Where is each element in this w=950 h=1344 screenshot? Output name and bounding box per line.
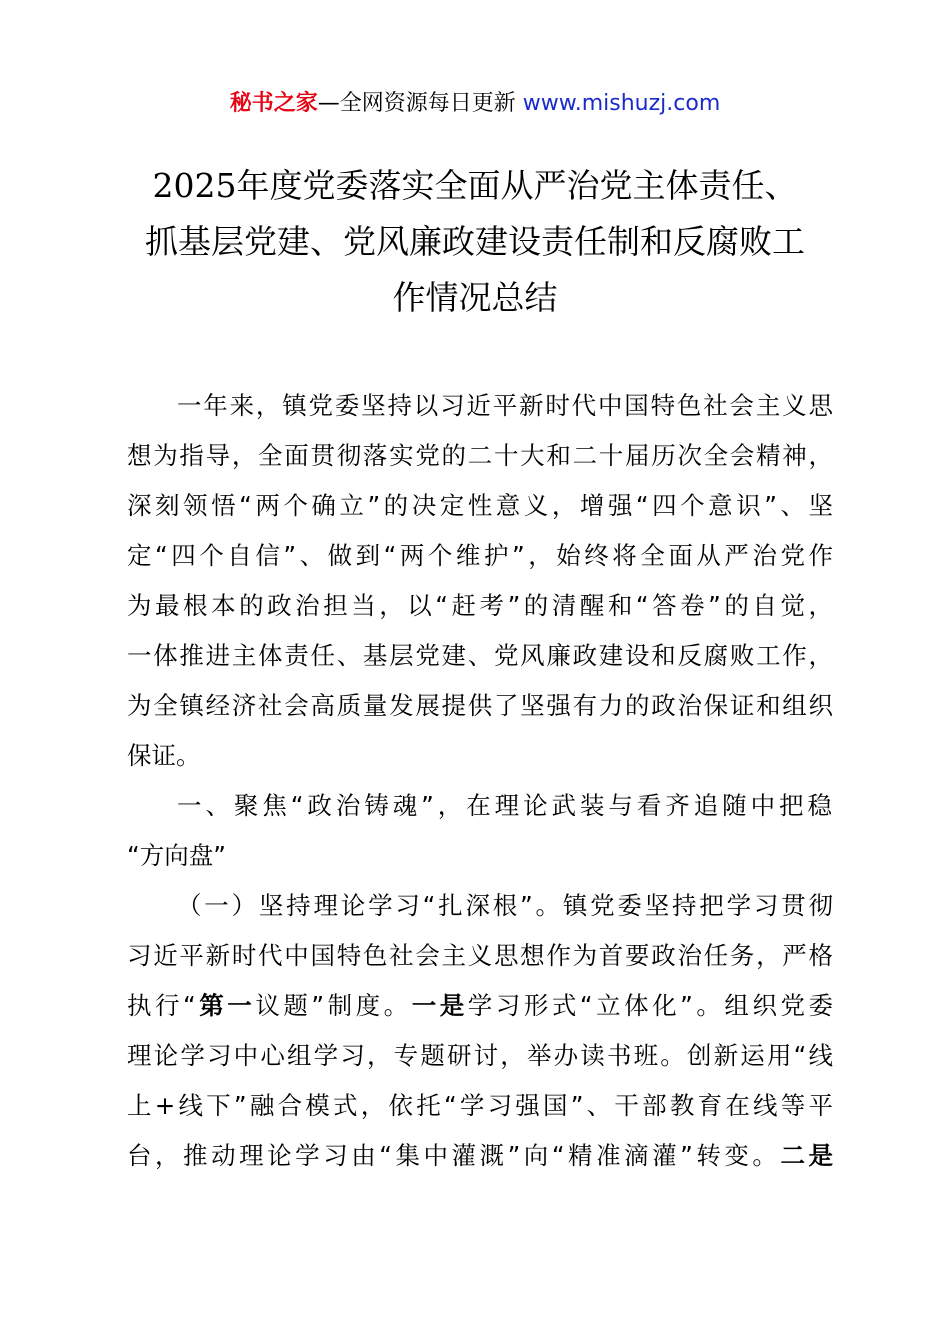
title-line: 作情况总结 [392, 278, 558, 317]
paragraph-line: 定“四个自信”、做到“两个维护”，始终将全面从严治党作 [127, 541, 833, 570]
paragraph-line: 习近平新时代中国特色社会主义思想作为首要政治任务，严格 [127, 941, 833, 970]
paragraph-line: 为全镇经济社会高质量发展提供了坚强有力的政治保证和组织 [127, 691, 833, 720]
title-line: 抓基层党建、党风廉政建设责任制和反腐败工 [145, 222, 805, 261]
paragraph-line: 理论学习中心组学习，专题研讨，举办读书班。创新运用“线 [127, 1041, 833, 1070]
header-tagline: —全网资源每日更新 [317, 91, 523, 116]
bold-run: 一是 [411, 991, 468, 1020]
paragraph-line: 保证。 [127, 741, 201, 770]
site-header [0, 88, 950, 120]
site-url-link[interactable]: www.mishuzj.com [522, 91, 721, 116]
bold-run: 二是 [780, 1141, 833, 1170]
text-run: 学习形式“立体化”。组织党委 [467, 991, 834, 1020]
heading-line: 一、聚焦“政治铸魂”，在理论武装与看齐追随中把稳 [177, 791, 833, 820]
section-heading [127, 781, 833, 881]
document-body [127, 381, 833, 1181]
bold-run: 第一 [195, 991, 256, 1020]
paragraph-line [127, 1131, 833, 1181]
text-run: 台，推动理论学习由“集中灌溉”向“精准滴灌”转变。 [127, 1141, 781, 1170]
paragraph-line: 一体推进主体责任、基层党建、党风廉政建设和反腐败工作， [127, 641, 833, 670]
text-run: 执行“ [127, 991, 196, 1020]
paragraph-line: 深刻领悟“两个确立”的决定性意义，增强“四个意识”、坚 [127, 491, 833, 520]
brand-name: 秘书之家 [229, 91, 318, 116]
paragraph-line: 上+线下”融合模式，依托“学习强国”、干部教育在线等平 [127, 1091, 833, 1120]
subsection-paragraph [127, 881, 833, 1181]
paragraph-line [127, 981, 833, 1031]
paragraph-line: 想为指导，全面贯彻落实党的二十大和二十届历次全会精神， [127, 441, 833, 470]
title-line: 2025年度党委落实全面从严治党主体责任、 [152, 166, 798, 205]
paragraph-line: 一年来，镇党委坚持以习近平新时代中国特色社会主义思 [177, 391, 833, 420]
document-title [100, 158, 850, 326]
intro-paragraph [127, 381, 833, 781]
paragraph-line: （一）坚持理论学习“扎深根”。镇党委坚持把学习贯彻 [177, 891, 833, 920]
heading-line: “方向盘” [127, 841, 226, 870]
paragraph-line: 为最根本的政治担当，以“赶考”的清醒和“答卷”的自觉， [127, 591, 833, 620]
text-run: 议题”制度。 [255, 991, 412, 1020]
